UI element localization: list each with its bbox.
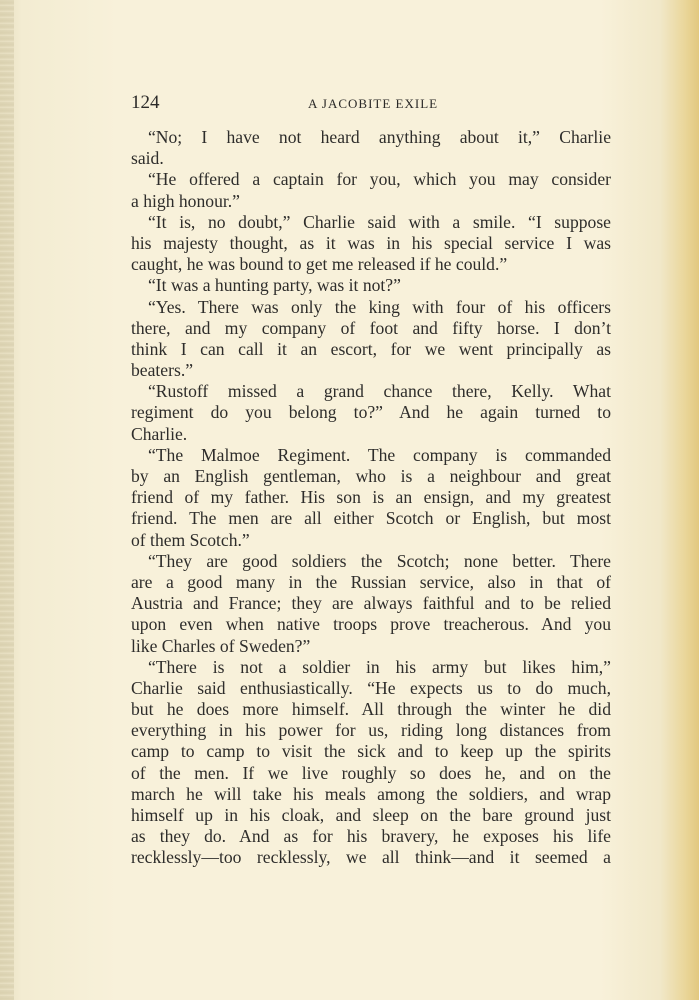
text-line: a high honour.”	[131, 190, 240, 211]
text-line: friend. The men are all either Scotch or English, but most	[131, 508, 611, 529]
text-line: said.	[131, 148, 164, 169]
text-line: think I can call it an escort, for we went principally as	[131, 338, 611, 359]
text-line: Charlie.	[131, 423, 188, 444]
text-line: there, and my company of foot and fifty horse. I don’t	[131, 317, 611, 338]
text-line: regiment do you belong to?” And he again turned to	[131, 402, 611, 423]
text-line: Charlie said enthusiastically. “He expects us to do much,	[131, 677, 611, 698]
text-line: “He offered a captain for you, which you may consider	[148, 169, 611, 190]
running-head: A JACOBITE EXILE	[308, 96, 439, 111]
text-line: but he does more himself. All through the winter he did	[131, 699, 611, 720]
text-line: “No; I have not heard anything about it,” Charlie	[148, 127, 611, 147]
text-line: Austria and France; they are always faithful and to be relied	[131, 593, 611, 614]
page-number: 124	[131, 92, 160, 113]
text-line: by an English gentleman, who is a neighbour and great	[131, 466, 611, 486]
text-line: camp to camp to visit the sick and to keep up the spirits	[131, 741, 611, 762]
text-line: “It was a hunting party, was it not?”	[148, 275, 401, 296]
page-gutter	[0, 0, 14, 1000]
text-line: as they do. And as for his bravery, he exposes his life	[131, 826, 611, 847]
text-line: “It is, no doubt,” Charlie said with a smile. “I suppose	[148, 211, 611, 232]
text-line: of them Scotch.”	[131, 529, 250, 550]
text-line: “Yes. There was only the king with four of his officers	[148, 296, 611, 317]
text-line: like Charles of Sweden?”	[131, 635, 311, 656]
text-line: “There is not a soldier in his army but likes him,”	[148, 656, 611, 677]
text-line: “The Malmoe Regiment. The company is commanded	[148, 444, 611, 465]
text-line: “Rustoff missed a grand chance there, Kelly. What	[148, 381, 611, 402]
text-line: recklessly—too recklessly, we all think—and it seemed a	[131, 847, 611, 868]
text-line: everything in his power for us, riding long distances from	[131, 720, 611, 741]
text-line: beaters.”	[131, 360, 194, 381]
text-line: are a good many in the Russian service, also in that of	[131, 571, 611, 592]
text-line: upon even when native troops prove treacherous. And you	[131, 614, 611, 635]
page-header	[131, 92, 611, 116]
text-line: his majesty thought, as it was in his special service I was	[131, 232, 611, 253]
text-line: himself up in his cloak, and sleep on the bare ground just	[131, 805, 611, 825]
text-line: friend of my father. His son is an ensign, and my greatest	[131, 487, 611, 508]
text-line: caught, he was bound to get me released if he could.”	[131, 254, 508, 275]
text-line: “They are good soldiers the Scotch; none better. There	[148, 550, 611, 571]
text-line: march he will take his meals among the soldiers, and wrap	[131, 783, 611, 804]
text-line: of the men. If we live roughly so does he, and on the	[131, 762, 611, 783]
body-text	[131, 127, 611, 869]
